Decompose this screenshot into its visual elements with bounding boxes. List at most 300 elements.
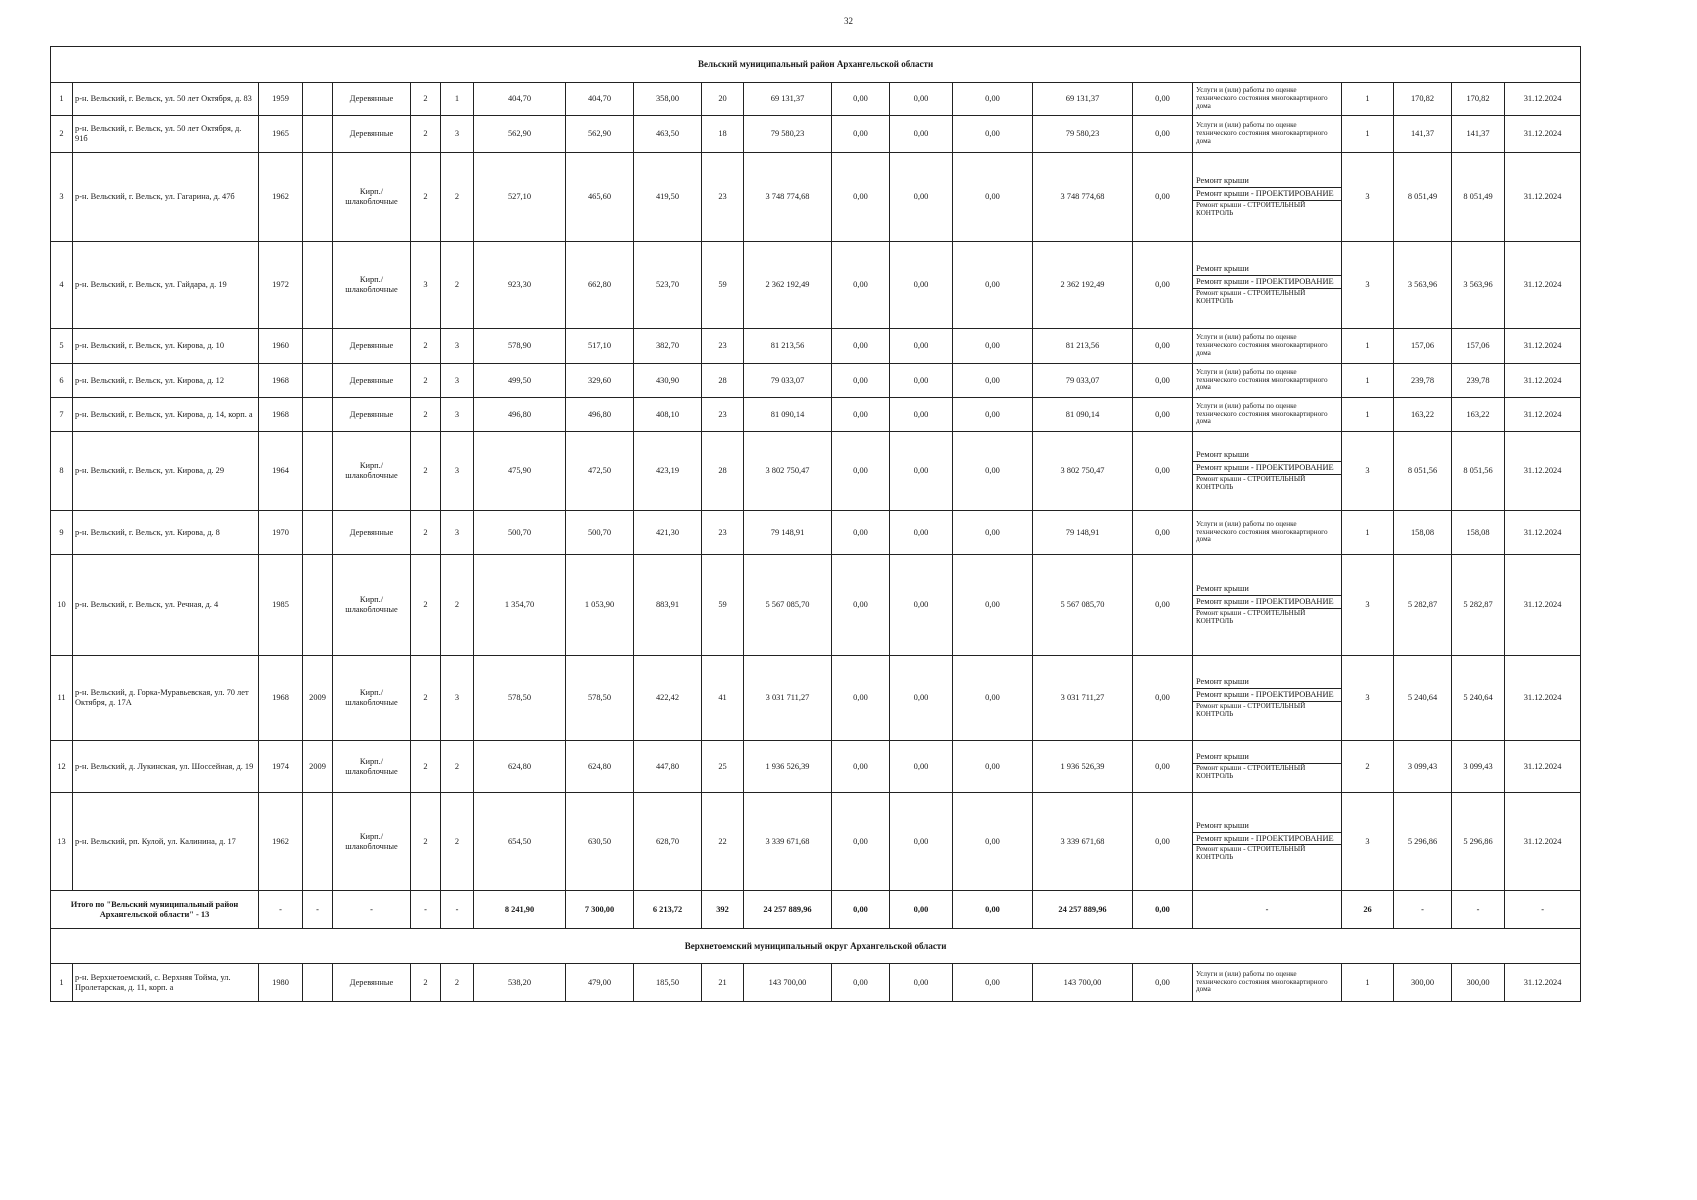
cell-cost-m2-b: 163,22 <box>1452 398 1505 432</box>
cell-cost-m2-a: 239,78 <box>1394 364 1452 398</box>
table-row <box>51 364 1581 398</box>
total-src-local: 0,00 <box>953 891 1033 929</box>
row-address: р-н. Вельский, г. Вельск, ул. Гайдара, д. 19 <box>73 242 259 329</box>
cell-cost-m2-a: 141,37 <box>1394 116 1452 153</box>
row-address: р-н. Верхнетоемский, с. Верхняя Тойма, ул. Пролетарская, д. 11, корп. а <box>73 964 259 1002</box>
cell-material: Деревянные <box>333 964 411 1002</box>
cell-area-living: 1 053,90 <box>566 555 634 656</box>
cell-cost-total: 2 362 192,49 <box>744 242 832 329</box>
cell-cost-m2-a: 8 051,56 <box>1394 432 1452 511</box>
cell-cost-m2-b: 300,00 <box>1452 964 1505 1002</box>
cell-src-local: 0,00 <box>953 964 1033 1002</box>
cell-src-region: 0,00 <box>890 153 953 242</box>
row-number: 13 <box>51 793 73 891</box>
works-list <box>1193 676 1341 719</box>
cell-material: Деревянные <box>333 83 411 116</box>
cell-year-rebuilt: 2009 <box>303 741 333 793</box>
work-item: Услуги и (или) работы по оценке технического состояния многоквартирного дома <box>1196 367 1328 392</box>
cell-area-res: 628,70 <box>634 793 702 891</box>
cell-src-local: 0,00 <box>953 741 1033 793</box>
row-address: р-н. Вельский, г. Вельск, ул. 50 лет Октября, д. 91б <box>73 116 259 153</box>
cell-cost-m2-b: 5 240,64 <box>1452 656 1505 741</box>
cell-cost-m2-b: 3 099,43 <box>1452 741 1505 793</box>
work-item: Ремонт крыши - СТРОИТЕЛЬНЫЙ КОНТРОЛЬ <box>1196 608 1306 625</box>
row-number: 3 <box>51 153 73 242</box>
cell-src-region: 0,00 <box>890 964 953 1002</box>
cell-cost-total: 79 033,07 <box>744 364 832 398</box>
cell-area-total: 475,90 <box>474 432 566 511</box>
cell-floors: 3 <box>411 242 441 329</box>
row-number: 6 <box>51 364 73 398</box>
cell-area-total: 527,10 <box>474 153 566 242</box>
cell-year-rebuilt <box>303 398 333 432</box>
cell-src-owners: 3 748 774,68 <box>1033 153 1133 242</box>
row-works <box>1193 83 1342 116</box>
cell-year-built: 1968 <box>259 364 303 398</box>
cell-deadline: 31.12.2024 <box>1505 432 1581 511</box>
cell-area-res: 419,50 <box>634 153 702 242</box>
cell-year-rebuilt <box>303 432 333 511</box>
cell-area-living: 500,70 <box>566 511 634 555</box>
cell-src-local: 0,00 <box>953 555 1033 656</box>
cell-entrances: 2 <box>441 242 474 329</box>
cell-cost-total: 143 700,00 <box>744 964 832 1002</box>
cell-area-res: 463,50 <box>634 116 702 153</box>
cell-src-fund: 0,00 <box>832 793 890 891</box>
cell-area-living: 496,80 <box>566 398 634 432</box>
cell-year-built: 1968 <box>259 656 303 741</box>
total-src-region: 0,00 <box>890 891 953 929</box>
cell-residents: 41 <box>702 656 744 741</box>
cell-cost-total: 69 131,37 <box>744 83 832 116</box>
cell-floors: 2 <box>411 511 441 555</box>
cell-residents: 59 <box>702 555 744 656</box>
cell-src-local: 0,00 <box>953 656 1033 741</box>
works-list <box>1193 402 1341 428</box>
cell-residents: 23 <box>702 511 744 555</box>
cell-cost-total: 5 567 085,70 <box>744 555 832 656</box>
cell-work-count: 1 <box>1342 116 1394 153</box>
row-address: р-н. Вельский, рп. Кулой, ул. Калинина, д. 17 <box>73 793 259 891</box>
cell-year-built: 1962 <box>259 153 303 242</box>
row-address: р-н. Вельский, д. Горка-Муравьевская, ул. 70 лет Октября, д. 17А <box>73 656 259 741</box>
cell-area-res: 447,80 <box>634 741 702 793</box>
cell-residents: 20 <box>702 83 744 116</box>
row-number: 12 <box>51 741 73 793</box>
cell-src-local: 0,00 <box>953 153 1033 242</box>
cell-floors: 2 <box>411 432 441 511</box>
cell-work-count: 3 <box>1342 555 1394 656</box>
cell-cost-total: 3 031 711,27 <box>744 656 832 741</box>
work-item: Ремонт крыши <box>1193 175 1341 188</box>
row-number: 10 <box>51 555 73 656</box>
cell-src-owners: 79 580,23 <box>1033 116 1133 153</box>
cell-cost-total: 3 802 750,47 <box>744 432 832 511</box>
works-list <box>1193 583 1341 626</box>
cell-src-fund: 0,00 <box>832 329 890 364</box>
cell-src-other: 0,00 <box>1133 153 1193 242</box>
cell-entrances: 2 <box>441 741 474 793</box>
works-list <box>1193 820 1341 863</box>
table-row <box>51 432 1581 511</box>
table-row <box>51 741 1581 793</box>
cell-src-fund: 0,00 <box>832 153 890 242</box>
cell-floors: 2 <box>411 555 441 656</box>
cell-cost-m2-b: 170,82 <box>1452 83 1505 116</box>
cell-area-res: 185,50 <box>634 964 702 1002</box>
cell-cost-m2-a: 5 240,64 <box>1394 656 1452 741</box>
work-item: Ремонт крыши <box>1193 820 1341 833</box>
row-works <box>1193 329 1342 364</box>
row-address: р-н. Вельский, г. Вельск, ул. Кирова, д. 14, корп. а <box>73 398 259 432</box>
cell-area-total: 499,50 <box>474 364 566 398</box>
cell-src-region: 0,00 <box>890 329 953 364</box>
work-item: Ремонт крыши - ПРОЕКТИРОВАНИЕ <box>1193 276 1341 289</box>
cell-area-res: 430,90 <box>634 364 702 398</box>
cell-src-other: 0,00 <box>1133 793 1193 891</box>
cell-year-built: 1980 <box>259 964 303 1002</box>
table-row <box>51 153 1581 242</box>
cell-year-rebuilt <box>303 153 333 242</box>
cell-material: Кирп./ шлакоблочные <box>333 793 411 891</box>
cell-src-fund: 0,00 <box>832 432 890 511</box>
row-address: р-н. Вельский, г. Вельск, ул. Речная, д. 4 <box>73 555 259 656</box>
cell-cost-total: 81 090,14 <box>744 398 832 432</box>
cell-cost-m2-a: 300,00 <box>1394 964 1452 1002</box>
cell-deadline: 31.12.2024 <box>1505 511 1581 555</box>
cell-entrances: 2 <box>441 793 474 891</box>
work-item: Услуги и (или) работы по оценке технического состояния многоквартирного дома <box>1196 86 1328 110</box>
cell-src-other: 0,00 <box>1133 555 1193 656</box>
cell-year-rebuilt <box>303 83 333 116</box>
cell-src-other: 0,00 <box>1133 511 1193 555</box>
cell-src-region: 0,00 <box>890 741 953 793</box>
cell-src-local: 0,00 <box>953 116 1033 153</box>
cell-entrances: 3 <box>441 329 474 364</box>
cell-src-other: 0,00 <box>1133 116 1193 153</box>
cell-work-count: 1 <box>1342 83 1394 116</box>
cell-cost-m2-a: 8 051,49 <box>1394 153 1452 242</box>
cell-area-total: 624,80 <box>474 741 566 793</box>
work-item: Ремонт крыши - СТРОИТЕЛЬНЫЙ КОНТРОЛЬ <box>1196 701 1306 718</box>
cell-floors: 2 <box>411 116 441 153</box>
cell-work-count: 1 <box>1342 398 1394 432</box>
work-item: Услуги и (или) работы по оценке технического состояния многоквартирного дома <box>1196 969 1328 994</box>
work-item: Услуги и (или) работы по оценке технического состояния многоквартирного дома <box>1196 121 1328 145</box>
row-address: р-н. Вельский, г. Вельск, ул. 50 лет Октября, д. 83 <box>73 83 259 116</box>
works-list <box>1193 751 1341 782</box>
cell-residents: 25 <box>702 741 744 793</box>
cell-area-res: 382,70 <box>634 329 702 364</box>
work-item: Ремонт крыши <box>1193 449 1341 462</box>
total-src-fund: 0,00 <box>832 891 890 929</box>
cell-material: Кирп./ шлакоблочные <box>333 741 411 793</box>
cell-cost-total: 79 580,23 <box>744 116 832 153</box>
work-item: Ремонт крыши <box>1193 676 1341 689</box>
cell-floors: 2 <box>411 741 441 793</box>
works-list <box>1193 368 1341 394</box>
cell-src-fund: 0,00 <box>832 242 890 329</box>
cell-cost-m2-b: 157,06 <box>1452 329 1505 364</box>
page-number: 32 <box>844 16 853 26</box>
total-material: - <box>333 891 411 929</box>
row-address: р-н. Вельский, г. Вельск, ул. Кирова, д. 29 <box>73 432 259 511</box>
cell-year-rebuilt <box>303 964 333 1002</box>
works-list <box>1193 263 1341 306</box>
cell-src-local: 0,00 <box>953 329 1033 364</box>
cell-material: Кирп./ шлакоблочные <box>333 432 411 511</box>
cell-cost-total: 3 748 774,68 <box>744 153 832 242</box>
cell-deadline: 31.12.2024 <box>1505 329 1581 364</box>
cell-material: Кирп./ шлакоблочные <box>333 153 411 242</box>
cell-cost-m2-a: 170,82 <box>1394 83 1452 116</box>
cell-src-region: 0,00 <box>890 793 953 891</box>
cell-src-fund: 0,00 <box>832 511 890 555</box>
cell-cost-m2-a: 5 296,86 <box>1394 793 1452 891</box>
cell-src-local: 0,00 <box>953 398 1033 432</box>
row-works <box>1193 555 1342 656</box>
total-row <box>51 891 1581 929</box>
cell-cost-m2-a: 163,22 <box>1394 398 1452 432</box>
cell-year-built: 1959 <box>259 83 303 116</box>
cell-work-count: 1 <box>1342 964 1394 1002</box>
works-list <box>1193 175 1341 218</box>
cell-src-other: 0,00 <box>1133 329 1193 364</box>
cell-cost-m2-a: 3 099,43 <box>1394 741 1452 793</box>
total-cost-total: 24 257 889,96 <box>744 891 832 929</box>
cell-cost-m2-a: 5 282,87 <box>1394 555 1452 656</box>
cell-floors: 2 <box>411 153 441 242</box>
cell-material: Кирп./ шлакоблочные <box>333 555 411 656</box>
total-cost-m2-a: - <box>1394 891 1452 929</box>
cell-area-living: 662,80 <box>566 242 634 329</box>
works-list <box>1193 970 1341 996</box>
cell-residents: 23 <box>702 398 744 432</box>
cell-src-other: 0,00 <box>1133 83 1193 116</box>
work-item: Ремонт крыши <box>1193 263 1341 276</box>
cell-year-built: 1974 <box>259 741 303 793</box>
cell-area-living: 479,00 <box>566 964 634 1002</box>
cell-area-total: 496,80 <box>474 398 566 432</box>
cell-deadline: 31.12.2024 <box>1505 242 1581 329</box>
cell-year-built: 1960 <box>259 329 303 364</box>
cell-src-region: 0,00 <box>890 364 953 398</box>
total-year-built: - <box>259 891 303 929</box>
cell-year-built: 1970 <box>259 511 303 555</box>
cell-src-local: 0,00 <box>953 432 1033 511</box>
cell-cost-m2-b: 158,08 <box>1452 511 1505 555</box>
cell-src-region: 0,00 <box>890 398 953 432</box>
cell-floors: 2 <box>411 656 441 741</box>
cell-year-rebuilt <box>303 116 333 153</box>
cell-src-owners: 3 031 711,27 <box>1033 656 1133 741</box>
cell-src-region: 0,00 <box>890 511 953 555</box>
cell-residents: 28 <box>702 364 744 398</box>
cell-src-other: 0,00 <box>1133 964 1193 1002</box>
row-number: 5 <box>51 329 73 364</box>
cell-cost-m2-b: 8 051,56 <box>1452 432 1505 511</box>
cell-src-region: 0,00 <box>890 83 953 116</box>
cell-year-built: 1965 <box>259 116 303 153</box>
total-floors: - <box>411 891 441 929</box>
row-works <box>1193 656 1342 741</box>
cell-src-fund: 0,00 <box>832 116 890 153</box>
total-residents: 392 <box>702 891 744 929</box>
cell-year-built: 1962 <box>259 793 303 891</box>
cell-work-count: 3 <box>1342 656 1394 741</box>
work-item: Ремонт крыши <box>1193 583 1341 596</box>
total-label: Итого по "Вельский муниципальный район Архангельской области" - 13 <box>51 891 259 929</box>
table-row <box>51 793 1581 891</box>
cell-material: Деревянные <box>333 398 411 432</box>
cell-year-rebuilt <box>303 329 333 364</box>
total-area-res: 6 213,72 <box>634 891 702 929</box>
cell-src-local: 0,00 <box>953 242 1033 329</box>
cell-floors: 2 <box>411 83 441 116</box>
cell-residents: 23 <box>702 329 744 364</box>
cell-src-region: 0,00 <box>890 432 953 511</box>
cell-residents: 23 <box>702 153 744 242</box>
cell-area-living: 404,70 <box>566 83 634 116</box>
cell-area-living: 472,50 <box>566 432 634 511</box>
table-row <box>51 329 1581 364</box>
cell-floors: 2 <box>411 793 441 891</box>
cell-year-rebuilt <box>303 555 333 656</box>
cell-year-rebuilt: 2009 <box>303 656 333 741</box>
row-works <box>1193 741 1342 793</box>
cell-src-other: 0,00 <box>1133 242 1193 329</box>
section-title: Верхнетоемский муниципальный округ Архангельской области <box>51 929 1581 964</box>
cell-year-built: 1985 <box>259 555 303 656</box>
cell-entrances: 3 <box>441 398 474 432</box>
cell-cost-m2-a: 158,08 <box>1394 511 1452 555</box>
table-row <box>51 242 1581 329</box>
cell-src-owners: 81 213,56 <box>1033 329 1133 364</box>
cell-area-res: 883,91 <box>634 555 702 656</box>
row-number: 2 <box>51 116 73 153</box>
cell-work-count: 2 <box>1342 741 1394 793</box>
cell-floors: 2 <box>411 329 441 364</box>
work-item: Ремонт крыши - ПРОЕКТИРОВАНИЕ <box>1193 462 1341 475</box>
work-item: Ремонт крыши - ПРОЕКТИРОВАНИЕ <box>1193 596 1341 609</box>
cell-deadline: 31.12.2024 <box>1505 964 1581 1002</box>
cell-work-count: 3 <box>1342 793 1394 891</box>
cell-src-fund: 0,00 <box>832 656 890 741</box>
section-header <box>51 929 1581 964</box>
cell-area-living: 630,50 <box>566 793 634 891</box>
cell-area-res: 523,70 <box>634 242 702 329</box>
row-works <box>1193 511 1342 555</box>
row-works <box>1193 153 1342 242</box>
cell-src-region: 0,00 <box>890 242 953 329</box>
cell-deadline: 31.12.2024 <box>1505 555 1581 656</box>
cell-src-fund: 0,00 <box>832 83 890 116</box>
cell-work-count: 3 <box>1342 242 1394 329</box>
cell-area-living: 517,10 <box>566 329 634 364</box>
cell-src-fund: 0,00 <box>832 398 890 432</box>
works-list <box>1193 449 1341 492</box>
cell-deadline: 31.12.2024 <box>1505 398 1581 432</box>
works-list <box>1193 520 1341 546</box>
row-works <box>1193 964 1342 1002</box>
cell-area-total: 578,90 <box>474 329 566 364</box>
works-list <box>1193 333 1341 359</box>
cell-material: Кирп./ шлакоблочные <box>333 242 411 329</box>
total-work-count: 26 <box>1342 891 1394 929</box>
cell-src-fund: 0,00 <box>832 964 890 1002</box>
table-row <box>51 83 1581 116</box>
row-works <box>1193 398 1342 432</box>
total-area-living: 7 300,00 <box>566 891 634 929</box>
cell-src-local: 0,00 <box>953 83 1033 116</box>
work-item: Ремонт крыши - СТРОИТЕЛЬНЫЙ КОНТРОЛЬ <box>1196 200 1306 217</box>
cell-src-owners: 79 033,07 <box>1033 364 1133 398</box>
row-number: 9 <box>51 511 73 555</box>
row-address: р-н. Вельский, г. Вельск, ул. Кирова, д. 12 <box>73 364 259 398</box>
work-item: Услуги и (или) работы по оценке технического состояния многоквартирного дома <box>1196 519 1328 544</box>
total-cost-m2-b: - <box>1452 891 1505 929</box>
table-row <box>51 555 1581 656</box>
cell-work-count: 1 <box>1342 511 1394 555</box>
cell-work-count: 1 <box>1342 364 1394 398</box>
work-item: Ремонт крыши <box>1193 751 1341 764</box>
total-src-owners: 24 257 889,96 <box>1033 891 1133 929</box>
cell-floors: 2 <box>411 398 441 432</box>
cell-area-living: 465,60 <box>566 153 634 242</box>
cell-year-rebuilt <box>303 364 333 398</box>
cell-material: Кирп./ шлакоблочные <box>333 656 411 741</box>
work-item: Услуги и (или) работы по оценке технического состояния многоквартирного дома <box>1196 333 1328 357</box>
cell-cost-total: 3 339 671,68 <box>744 793 832 891</box>
work-item: Ремонт крыши - ПРОЕКТИРОВАНИЕ <box>1193 689 1341 702</box>
total-year-rebuilt: - <box>303 891 333 929</box>
section-header <box>51 47 1581 83</box>
cell-cost-m2-b: 5 282,87 <box>1452 555 1505 656</box>
cell-area-total: 578,50 <box>474 656 566 741</box>
row-address: р-н. Вельский, д. Лукинская, ул. Шоссейная, д. 19 <box>73 741 259 793</box>
cell-work-count: 3 <box>1342 432 1394 511</box>
total-deadline: - <box>1505 891 1581 929</box>
work-item: Ремонт крыши - СТРОИТЕЛЬНЫЙ КОНТРОЛЬ <box>1196 763 1306 780</box>
cell-entrances: 3 <box>441 656 474 741</box>
cell-cost-m2-b: 5 296,86 <box>1452 793 1505 891</box>
cell-cost-total: 81 213,56 <box>744 329 832 364</box>
cell-src-local: 0,00 <box>953 793 1033 891</box>
row-number: 8 <box>51 432 73 511</box>
cell-area-res: 422,42 <box>634 656 702 741</box>
cell-src-fund: 0,00 <box>832 364 890 398</box>
cell-entrances: 3 <box>441 511 474 555</box>
cell-src-owners: 143 700,00 <box>1033 964 1133 1002</box>
capital-repair-register-table <box>50 46 1581 1002</box>
cell-area-total: 923,30 <box>474 242 566 329</box>
cell-deadline: 31.12.2024 <box>1505 793 1581 891</box>
cell-year-built: 1972 <box>259 242 303 329</box>
cell-floors: 2 <box>411 964 441 1002</box>
cell-area-total: 1 354,70 <box>474 555 566 656</box>
total-entrances: - <box>441 891 474 929</box>
cell-entrances: 3 <box>441 432 474 511</box>
cell-material: Деревянные <box>333 329 411 364</box>
cell-entrances: 2 <box>441 555 474 656</box>
cell-material: Деревянные <box>333 116 411 153</box>
cell-cost-m2-b: 3 563,96 <box>1452 242 1505 329</box>
cell-src-owners: 79 148,91 <box>1033 511 1133 555</box>
cell-entrances: 2 <box>441 153 474 242</box>
cell-area-total: 538,20 <box>474 964 566 1002</box>
cell-cost-m2-b: 8 051,49 <box>1452 153 1505 242</box>
cell-cost-m2-a: 3 563,96 <box>1394 242 1452 329</box>
